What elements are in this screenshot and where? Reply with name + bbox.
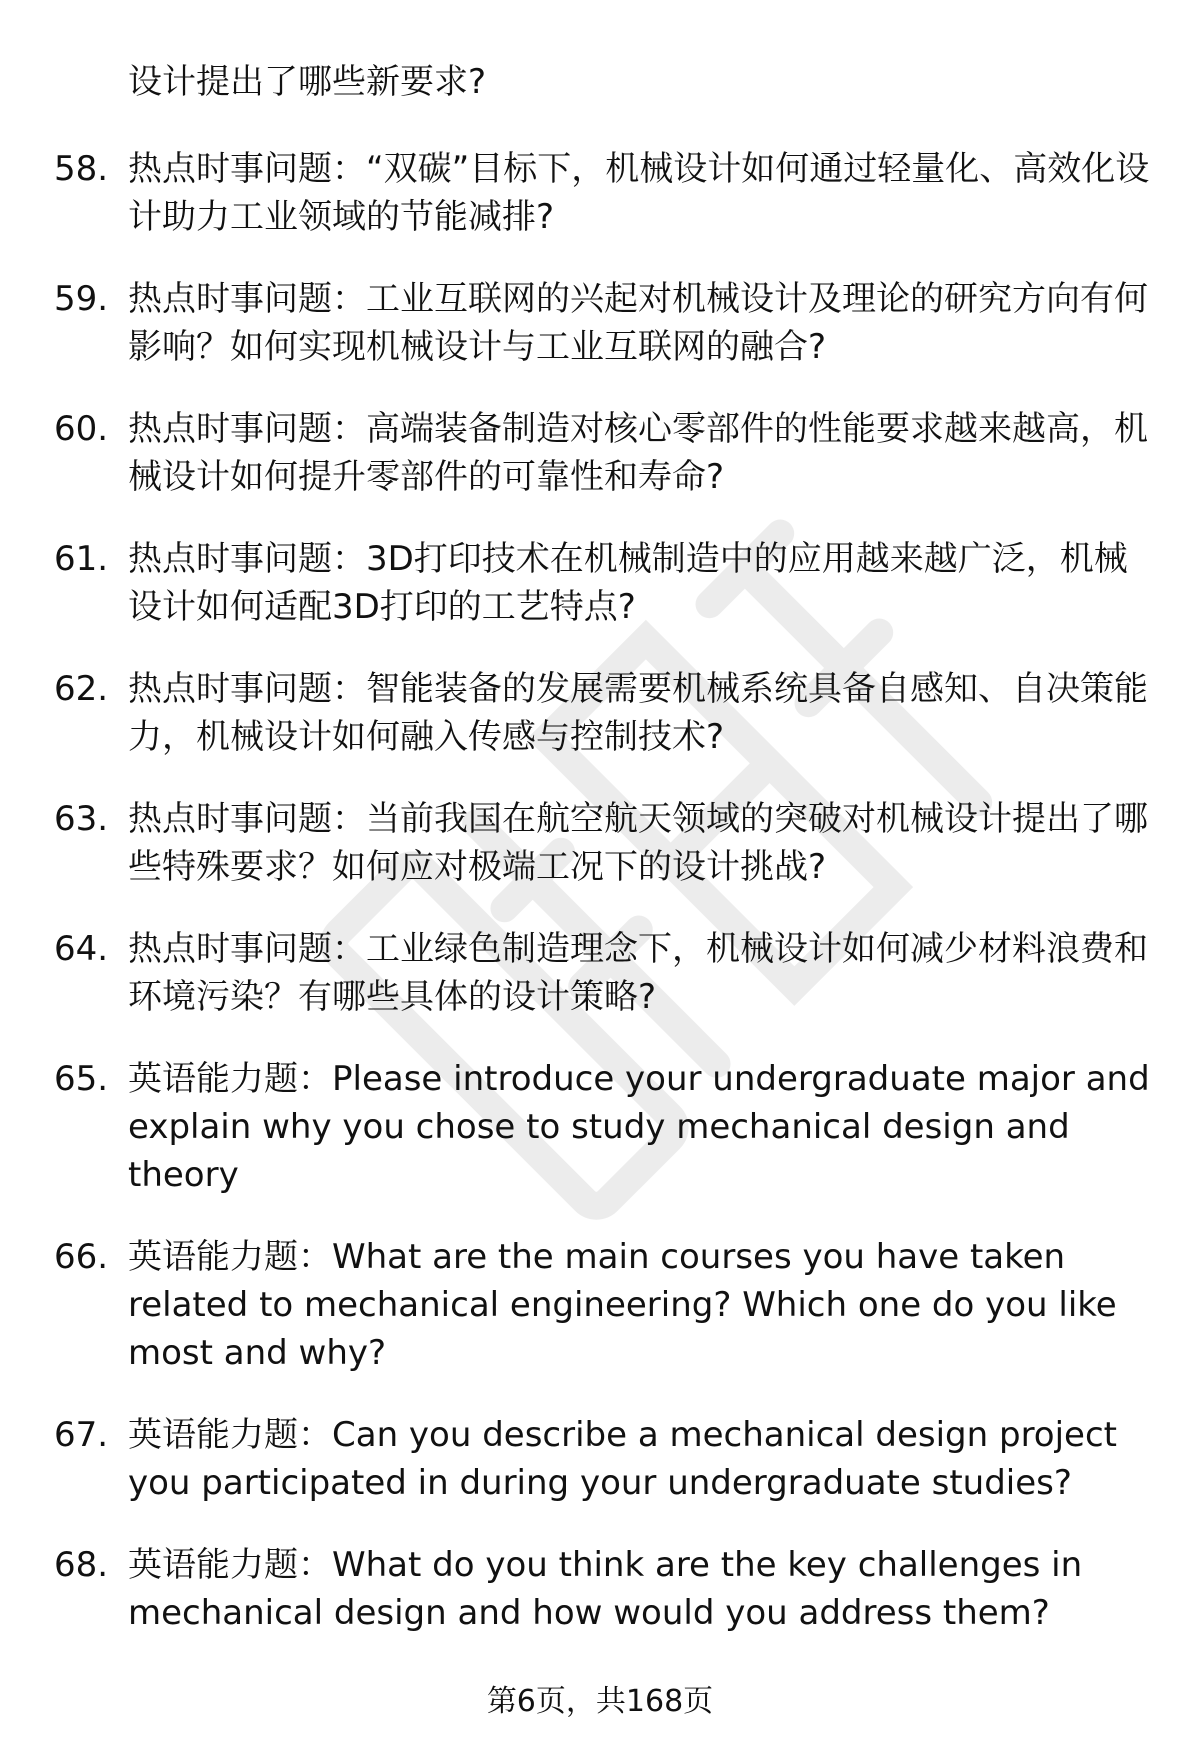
question-number: 63.	[54, 799, 109, 839]
question-item	[0, 1233, 1200, 1377]
question-item	[0, 405, 1200, 501]
question-text: 热点时事问题：工业互联网的兴起对机械设计及理论的研究方向有何影响？如何实现机械设计与工业互联网的融合?	[128, 279, 1148, 367]
question-text: 热点时事问题：工业绿色制造理念下，机械设计如何减少材料浪费和环境污染？有哪些具体的设计策略?	[128, 929, 1148, 1017]
question-text: 热点时事问题：当前我国在航空航天领域的突破对机械设计提出了哪些特殊要求？如何应对极端工况下的设计挑战?	[128, 799, 1148, 887]
question-text: 英语能力题：Can you describe a mechanical design project you participated in during your undergraduate studies?	[128, 1415, 1117, 1503]
question-continuation-text: 设计提出了哪些新要求?	[128, 62, 487, 102]
question-number: 58.	[54, 149, 109, 189]
question-item	[0, 1055, 1200, 1199]
question-text: 英语能力题：Please introduce your undergraduate major and explain why you chose to study mechanical design and theory	[128, 1059, 1150, 1195]
question-text: 英语能力题：What do you think are the key challenges in mechanical design and how would you address them?	[128, 1545, 1083, 1633]
question-text: 热点时事问题：“双碳”目标下，机械设计如何通过轻量化、高效化设计助力工业领域的节能减排?	[128, 149, 1150, 237]
question-text: 热点时事问题：高端装备制造对核心零部件的性能要求越来越高，机械设计如何提升零部件的可靠性和寿命?	[128, 409, 1148, 497]
question-text: 热点时事问题：3D打印技术在机械制造中的应用越来越广泛，机械设计如何适配3D打印的工艺特点?	[128, 539, 1128, 627]
question-number: 59.	[54, 279, 109, 319]
question-text: 英语能力题：What are the main courses you have taken related to mechanical engineering? Which one do you like most and why?	[128, 1237, 1117, 1373]
question-number: 67.	[54, 1415, 109, 1455]
question-item	[0, 795, 1200, 891]
question-item	[0, 275, 1200, 371]
question-number: 66.	[54, 1237, 109, 1277]
question-list	[0, 145, 1200, 1671]
question-item	[0, 925, 1200, 1021]
question-number: 62.	[54, 669, 109, 709]
question-number: 64.	[54, 929, 109, 969]
page-footer-label: 第6页，共168页	[486, 1684, 714, 1719]
question-text: 热点时事问题：智能装备的发展需要机械系统具备自感知、自决策能力，机械设计如何融入传感与控制技术?	[128, 669, 1148, 757]
question-item	[0, 665, 1200, 761]
question-item	[0, 1411, 1200, 1507]
question-item	[0, 1541, 1200, 1637]
question-item	[0, 535, 1200, 631]
question-number: 68.	[54, 1545, 109, 1585]
question-number: 60.	[54, 409, 109, 449]
question-number: 65.	[54, 1059, 109, 1099]
question-number: 61.	[54, 539, 109, 579]
question-item	[0, 145, 1200, 241]
